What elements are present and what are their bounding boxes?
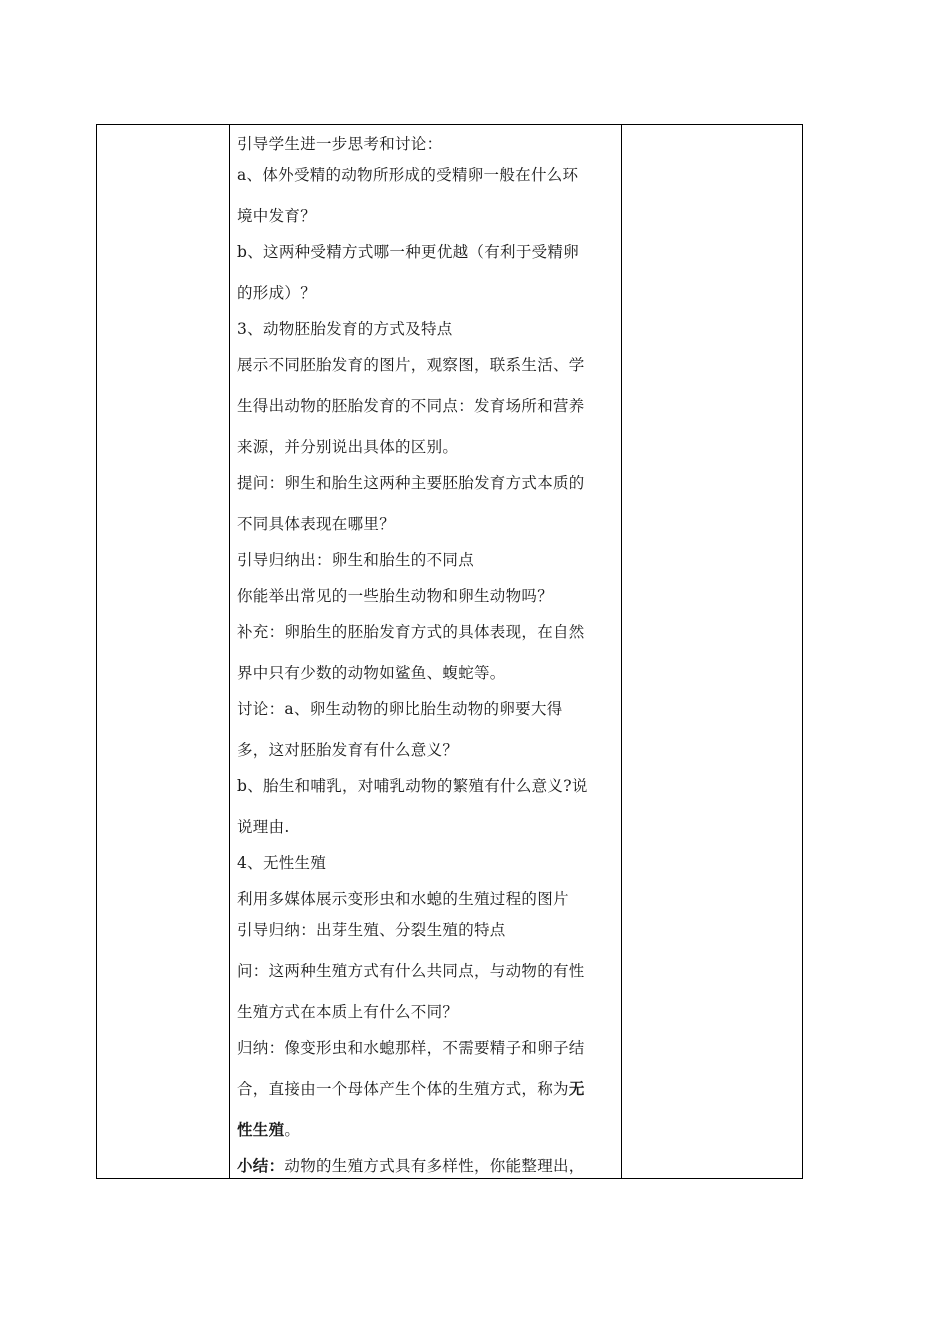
column-divider-1 — [229, 125, 230, 1178]
lesson-table — [96, 124, 803, 1179]
text-line: b、这两种受精方式哪一种更优越（有利于受精卵 — [237, 243, 580, 261]
text-line: 你能举出常见的一些胎生动物和卵生动物吗？ — [237, 587, 554, 605]
text-line: 引导归纳出：卵生和胎生的不同点 — [237, 551, 475, 569]
text-span: 。 — [284, 1121, 301, 1139]
text-line: 归纳：像变形虫和水螅那样，不需要精子和卵子结 — [237, 1039, 585, 1057]
summary-label: 小结： — [237, 1156, 285, 1175]
text-line: a、体外受精的动物所形成的受精卵一般在什么环 — [237, 166, 579, 184]
text-line: 利用多媒体展示变形虫和水螅的生殖过程的图片 — [237, 890, 569, 908]
text-line: 多，这对胚胎发育有什么意义？ — [237, 741, 459, 759]
text-line — [237, 1079, 585, 1099]
text-line: b、胎生和哺乳，对哺乳动物的繁殖有什么意义?说 — [237, 777, 588, 795]
text-span: 动物的生殖方式具有多样性，你能整理出， — [284, 1157, 585, 1175]
text-line: 生殖方式在本质上有什么不同？ — [237, 1003, 459, 1021]
text-line: 补充：卵胎生的胚胎发育方式的具体表现，在自然 — [237, 623, 585, 641]
text-line: 境中发育？ — [237, 207, 317, 225]
text-line: 提问：卵生和胎生这两种主要胚胎发育方式本质的 — [237, 474, 585, 492]
column-divider-2 — [621, 125, 622, 1178]
text-line: 问：这两种生殖方式有什么共同点，与动物的有性 — [237, 962, 585, 980]
text-line: 引导学生进一步思考和讨论： — [237, 135, 443, 153]
text-line: 的形成）？ — [237, 284, 317, 302]
bold-term: 性生殖 — [237, 1120, 285, 1139]
text-line: 不同具体表现在哪里？ — [237, 515, 396, 533]
text-line — [237, 1120, 300, 1140]
text-line: 生得出动物的胚胎发育的不同点：发育场所和营养 — [237, 397, 585, 415]
text-line: 引导归纳：出芽生殖、分裂生殖的特点 — [237, 921, 506, 939]
text-line: 展示不同胚胎发育的图片，观察图，联系生活、学 — [237, 356, 585, 374]
section-heading: 4、无性生殖 — [237, 854, 327, 872]
text-span: 合，直接由一个母体产生个体的生殖方式，称为 — [237, 1080, 569, 1098]
text-line: 讨论：a、卵生动物的卵比胎生动物的卵要大得 — [237, 700, 563, 718]
bold-term: 无 — [568, 1079, 585, 1098]
text-line: 来源，并分别说出具体的区别。 — [237, 438, 459, 456]
text-line: 说理由. — [237, 818, 290, 836]
section-heading: 3、动物胚胎发育的方式及特点 — [237, 320, 453, 338]
text-line: 界中只有少数的动物如鲨鱼、蝮蛇等。 — [237, 664, 506, 682]
text-line — [237, 1156, 585, 1176]
